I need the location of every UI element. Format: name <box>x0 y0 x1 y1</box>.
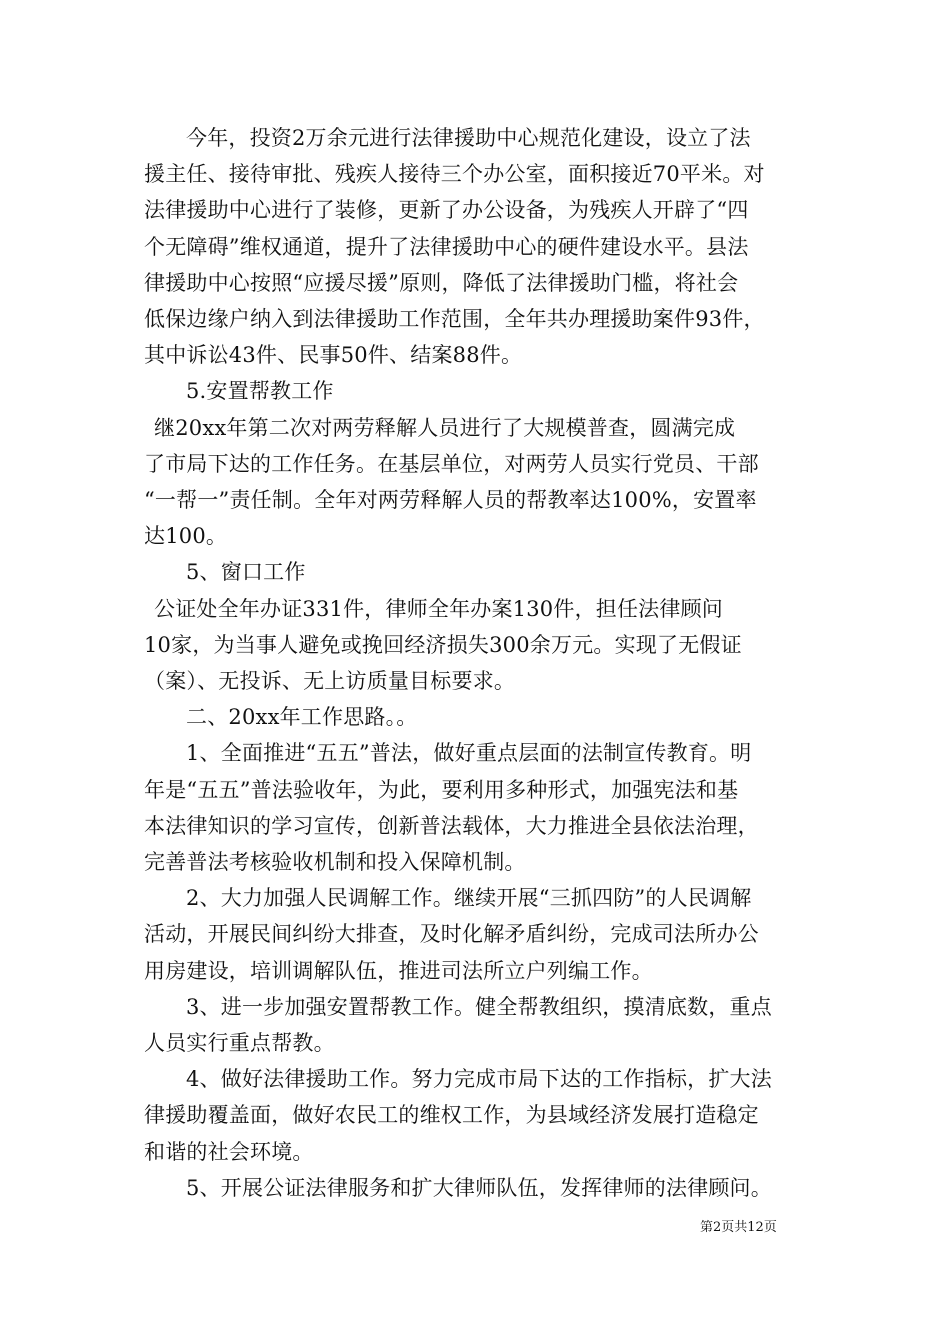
text-line: 援主任、接待审批、残疾人接待三个办公室，面积接近70平米。对 <box>144 162 765 187</box>
paragraph <box>144 699 808 735</box>
text-line: 了市局下达的工作任务。在基层单位，对两劳人员实行党员、干部 <box>144 451 759 476</box>
paragraph <box>144 120 808 373</box>
text-line: 年是“五五”普法验收年，为此，要利用多种形式，加强宪法和基 <box>144 777 739 802</box>
paragraph <box>144 410 808 555</box>
paragraph <box>144 373 808 409</box>
paragraph <box>144 591 808 700</box>
text-line: 1、全面推进“五五”普法，做好重点层面的法制宣传教育。明 <box>186 741 752 766</box>
text-line: 继20xx年第二次对两劳释解人员进行了大规模普查，圆满完成 <box>154 415 736 440</box>
document-body <box>144 120 808 1206</box>
text-line: “一帮一”责任制。全年对两劳释解人员的帮教率达100%，安置率 <box>144 488 757 513</box>
text-line: 5、开展公证法律服务和扩大律师队伍，发挥律师的法律顾问。 <box>186 1175 772 1200</box>
text-line: 5.安置帮教工作 <box>186 379 334 404</box>
text-line: 达100。 <box>144 524 228 549</box>
text-line: 公证处全年办证331件，律师全年办案130件，担任法律顾问 <box>154 596 723 621</box>
paragraph <box>144 735 808 880</box>
paragraph <box>144 880 808 989</box>
text-line: 本法律知识的学习宣传，创新普法载体，大力推进全县依法治理， <box>144 813 759 838</box>
text-line: 5、窗口工作 <box>186 560 306 585</box>
text-line: 低保边缘户纳入到法律援助工作范围，全年共办理援助案件93件， <box>144 307 765 332</box>
paragraph <box>144 1061 808 1170</box>
text-line: 律援助覆盖面，做好农民工的维权工作，为县域经济发展打造稳定 <box>144 1103 759 1128</box>
paragraph <box>144 1170 808 1206</box>
text-line: （案）、无投诉、无上访质量目标要求。 <box>144 669 516 694</box>
text-line: 律援助中心按照“应援尽援”原则，降低了法律援助门槛，将社会 <box>144 270 739 295</box>
text-line: 4、做好法律援助工作。努力完成市局下达的工作指标，扩大法 <box>186 1067 772 1092</box>
text-line: 今年，投资2万余元进行法律援助中心规范化建设，设立了法 <box>186 126 751 150</box>
text-line: 活动，开展民间纠纷大排查，及时化解矛盾纠纷，完成司法所办公 <box>144 922 759 947</box>
text-line: 用房建设，培训调解队伍，推进司法所立户列编工作。 <box>144 958 653 983</box>
text-line: 3、进一步加强安置帮教工作。健全帮教组织，摸清底数，重点 <box>186 994 772 1019</box>
text-line: 和谐的社会环境。 <box>144 1139 314 1164</box>
paragraph <box>144 989 808 1061</box>
paragraph <box>144 554 808 590</box>
text-line: 2、大力加强人民调解工作。继续开展“三抓四防”的人民调解 <box>186 886 752 911</box>
text-line: 法律援助中心进行了装修，更新了办公设备，为残疾人开辟了“四 <box>144 198 749 223</box>
text-line: 完善普法考核验收机制和投入保障机制。 <box>144 850 526 875</box>
text-line: 10家，为当事人避免或挽回经济损失300余万元。实现了无假证 <box>144 632 742 657</box>
page-number: 第2页共12页 <box>700 1220 777 1235</box>
text-line: 人员实行重点帮教。 <box>144 1031 335 1056</box>
text-line: 其中诉讼43件、民事50件、结案88件。 <box>144 343 523 368</box>
text-line: 个无障碍”维权通道，提升了法律援助中心的硬件建设水平。县法 <box>144 234 749 259</box>
text-line: 二、20xx年工作思路。。 <box>186 705 418 730</box>
